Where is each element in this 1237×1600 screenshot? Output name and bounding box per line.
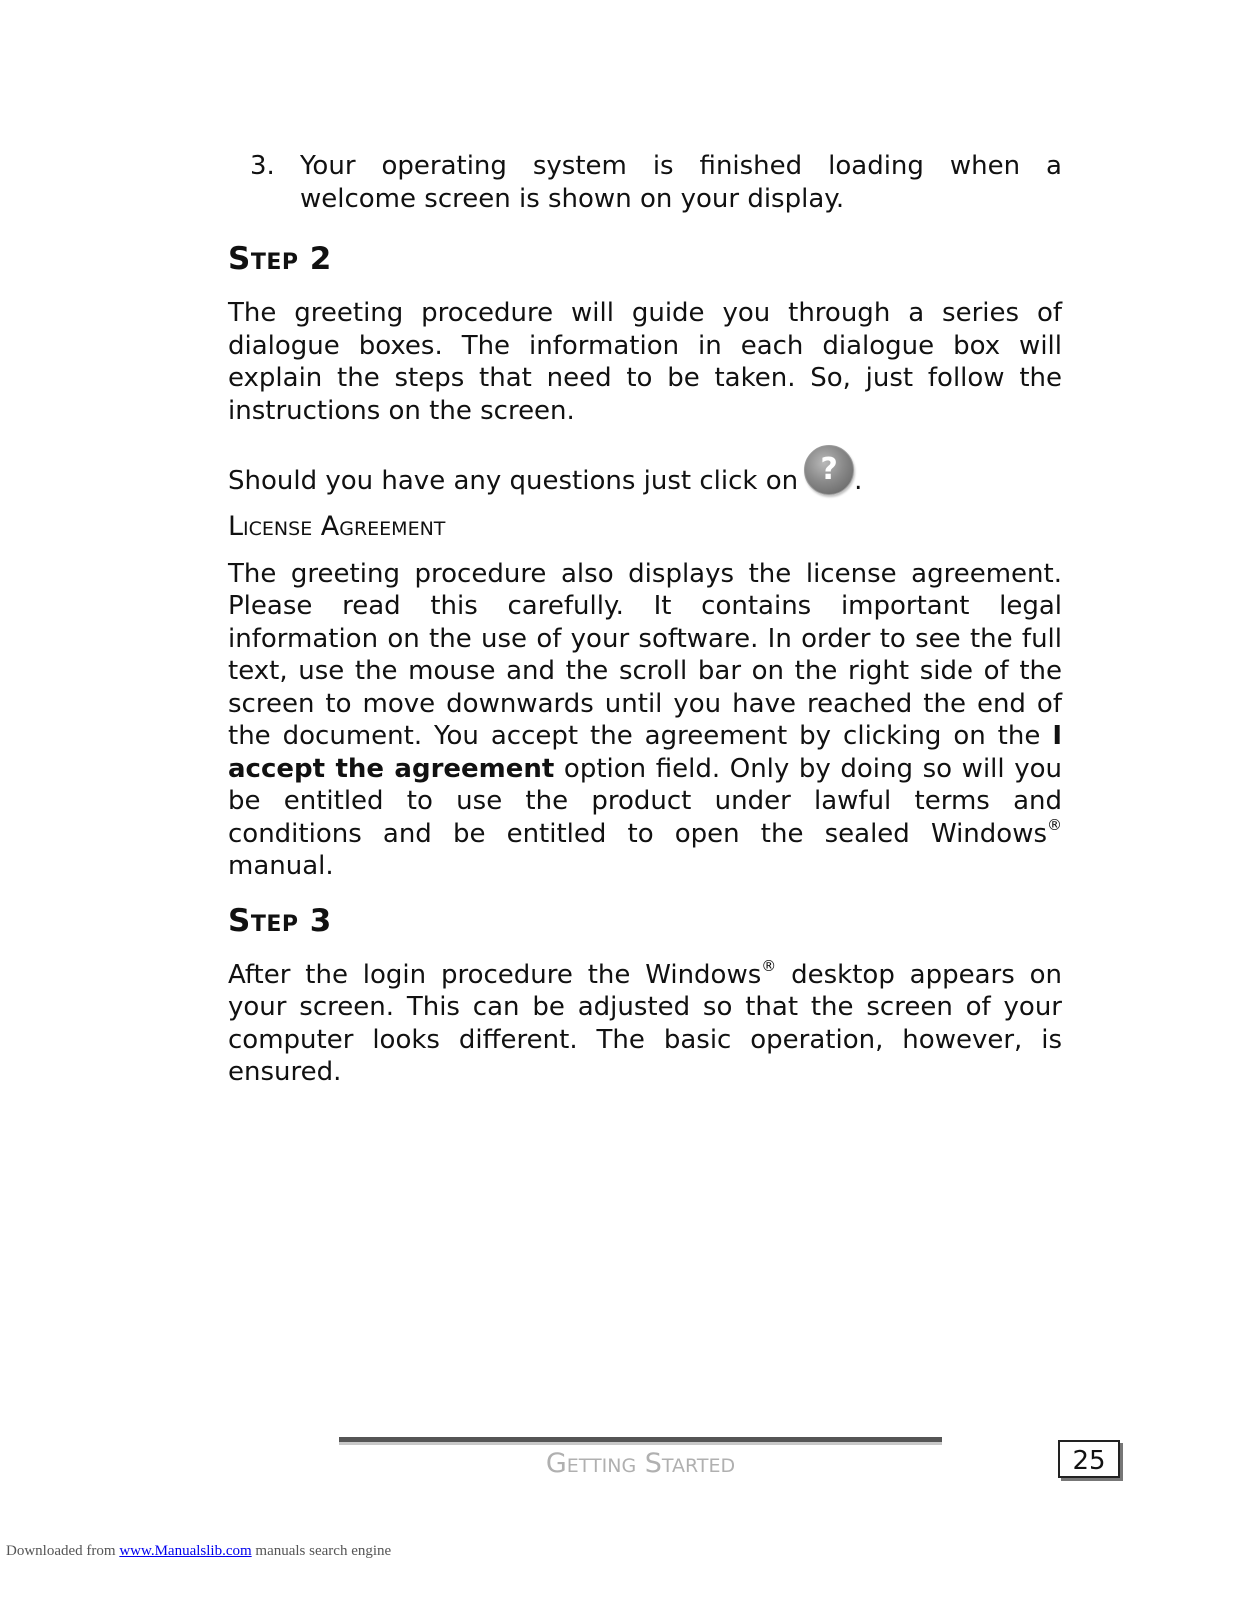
step-3-text-after: desktop appears on your screen. This can be adjusted so that the screen of your computer looks different. The basic operation, however, is ensured. [228,959,1062,1087]
download-suffix: manuals search engine [251,1543,392,1559]
license-agreement-heading: License Agreement [228,510,446,542]
page-number: 25 [1058,1440,1120,1478]
license-text-end: manual. [228,851,334,881]
license-text-after: option field. Only by doing so will you be entitled to use the product under lawful terms and conditions and be entitled to open the sealed Windows [228,753,1062,849]
help-question-glyph: ? [820,452,838,487]
step-3-heading: Step 3 [228,902,332,939]
download-prefix: Downloaded from [6,1543,120,1559]
help-instruction-suffix: . [854,466,863,496]
step-3-paragraph [228,956,1062,1089]
help-instruction-text: Should you have any questions just click on [228,466,799,496]
license-paragraph [228,558,1062,883]
help-instruction [228,445,1062,498]
manualslib-link[interactable]: www.Manualslib.com [119,1543,252,1559]
step-3-text-before: After the login procedure the Windows [228,959,762,990]
download-source-line [6,1541,391,1561]
list-item-text: Your operating system is finished loading when a welcome screen is shown on your display. [300,151,1062,214]
step-2-paragraph: The greeting procedure will guide you through a series of dialogue boxes. The information in each dialogue box will explain the steps that need to be taken. So, just follow the instructions on the screen. [228,298,1062,426]
page-content [228,150,1062,1107]
footer-divider [339,1437,942,1442]
list-number: 3. [250,151,275,181]
registered-mark: ® [1047,815,1062,834]
footer-section-title: Getting Started [545,1448,736,1479]
license-text-before: The greeting procedure also displays the license agreement. Please read this carefully. It contains important legal information on the use of your software. In order to see the full text, use the mouse and the scroll bar on the right side of the screen to move downwards until you have reached the end of the document. You accept the agreement by clicking on the [228,558,1062,751]
help-question-icon [804,445,854,495]
list-item [250,150,1062,215]
accept-agreement-option-label: I accept the agreement [228,721,1062,784]
step-2-heading: Step 2 [228,241,332,277]
registered-mark: ® [761,956,777,975]
